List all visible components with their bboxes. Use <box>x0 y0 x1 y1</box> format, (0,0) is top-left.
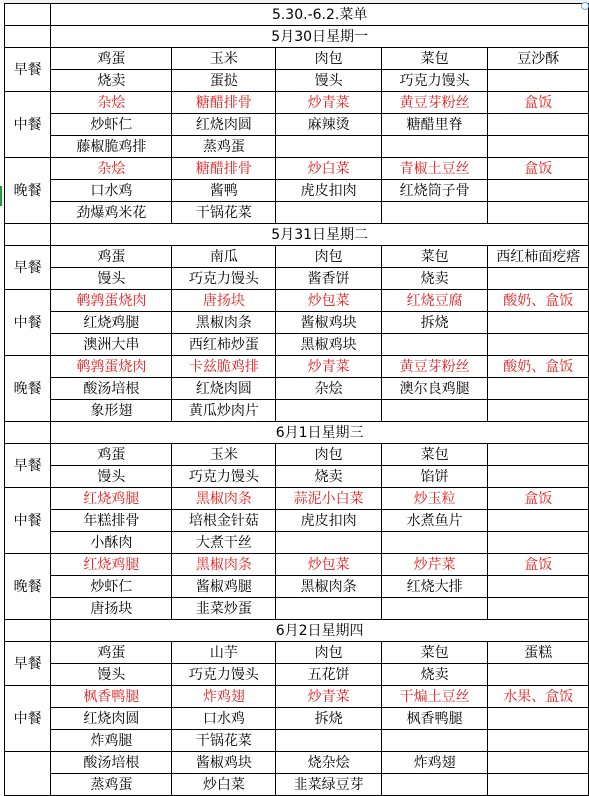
menu-table-body <box>5 4 589 796</box>
dish-cell: 馒头 <box>51 664 172 686</box>
dish-cell: 西红柿面疙瘩 <box>488 246 589 268</box>
dish-cell: 虎皮扣肉 <box>276 180 382 202</box>
dish-cell: 红烧豆腐 <box>381 290 488 312</box>
dish-cell: 炒青菜 <box>276 686 382 708</box>
dish-cell: 黑椒肉条 <box>172 312 276 334</box>
dish-cell: 酱香饼 <box>276 268 382 290</box>
dish-cell <box>488 114 589 136</box>
dish-cell <box>488 510 589 532</box>
menu-row <box>5 444 589 466</box>
menu-row <box>5 532 589 554</box>
dish-cell: 黄瓜炒肉片 <box>172 400 276 422</box>
dish-cell: 五花饼 <box>276 664 382 686</box>
dish-cell <box>488 664 589 686</box>
title-row <box>5 4 589 26</box>
dish-cell: 黑椒肉条 <box>172 488 276 510</box>
dish-cell: 炒包菜 <box>276 290 382 312</box>
dish-cell: 鸡蛋 <box>51 642 172 664</box>
dish-cell: 糖醋里脊 <box>381 114 488 136</box>
dish-cell <box>381 730 488 752</box>
dish-cell <box>488 180 589 202</box>
dish-cell: 蒜泥小白菜 <box>276 488 382 510</box>
dish-cell: 酱椒鸡腿 <box>172 576 276 598</box>
menu-row <box>5 114 589 136</box>
dish-cell <box>276 730 382 752</box>
meal-label <box>5 752 51 796</box>
day-header-spacer <box>5 26 51 48</box>
dish-cell: 韭菜绿豆芽 <box>276 774 382 796</box>
menu-table <box>4 3 589 796</box>
menu-row <box>5 576 589 598</box>
dish-cell: 玉米 <box>172 444 276 466</box>
dish-cell: 鸡蛋 <box>51 48 172 70</box>
dish-cell: 枫香鸭腿 <box>381 708 488 730</box>
dish-cell: 干锅花菜 <box>172 730 276 752</box>
dish-cell: 口水鸡 <box>172 708 276 730</box>
dish-cell <box>488 334 589 356</box>
dish-cell: 酸汤培根 <box>51 752 172 774</box>
meal-label: 早餐 <box>5 48 51 92</box>
menu-row <box>5 554 589 576</box>
dish-cell: 烧卖 <box>381 268 488 290</box>
dish-cell: 烧卖 <box>276 466 382 488</box>
resize-handle-icon[interactable] <box>581 2 589 10</box>
dish-cell: 炒包菜 <box>276 554 382 576</box>
dish-cell: 玉米 <box>172 48 276 70</box>
dish-cell: 韭菜炒蛋 <box>172 598 276 620</box>
meal-label: 早餐 <box>5 246 51 290</box>
dish-cell <box>488 136 589 158</box>
dish-cell: 酱椒鸡块 <box>276 312 382 334</box>
dish-cell: 巧克力馒头 <box>172 268 276 290</box>
menu-row <box>5 180 589 202</box>
dish-cell: 烧卖 <box>381 664 488 686</box>
menu-row <box>5 466 589 488</box>
menu-row <box>5 598 589 620</box>
dish-cell: 酸奶、盒饭 <box>488 290 589 312</box>
dish-cell <box>276 136 382 158</box>
menu-row <box>5 268 589 290</box>
menu-row <box>5 92 589 114</box>
menu-title: 5.30.-6.2.菜单 <box>51 4 589 26</box>
dish-cell: 杂烩 <box>276 378 382 400</box>
menu-row <box>5 334 589 356</box>
dish-cell: 红烧鸡腿 <box>51 312 172 334</box>
day-header-row <box>5 422 589 444</box>
menu-row <box>5 356 589 378</box>
dish-cell: 鸡蛋 <box>51 246 172 268</box>
dish-cell <box>381 532 488 554</box>
dish-cell: 口水鸡 <box>51 180 172 202</box>
dish-cell: 黑椒鸡块 <box>276 334 382 356</box>
dish-cell: 糖醋排骨 <box>172 92 276 114</box>
menu-row <box>5 48 589 70</box>
dish-cell <box>381 400 488 422</box>
menu-row <box>5 708 589 730</box>
dish-cell <box>276 532 382 554</box>
dish-cell: 水果、盒饭 <box>488 686 589 708</box>
menu-row <box>5 202 589 224</box>
dish-cell: 红烧筒子骨 <box>381 180 488 202</box>
dish-cell: 枫香鸭腿 <box>51 686 172 708</box>
dish-cell: 肉包 <box>276 642 382 664</box>
dish-cell: 烧卖 <box>51 70 172 92</box>
day-header: 5月30日星期一 <box>51 26 589 48</box>
dish-cell: 黄豆芽粉丝 <box>381 356 488 378</box>
dish-cell: 馒头 <box>51 268 172 290</box>
dish-cell: 炒白菜 <box>276 158 382 180</box>
dish-cell: 卡兹脆鸡排 <box>172 356 276 378</box>
dish-cell: 炸鸡翅 <box>381 752 488 774</box>
dish-cell: 杂烩 <box>51 158 172 180</box>
dish-cell: 蛋挞 <box>172 70 276 92</box>
day-header: 6月1日星期三 <box>51 422 589 444</box>
dish-cell: 巧克力馒头 <box>381 70 488 92</box>
day-header-row <box>5 224 589 246</box>
dish-cell: 烧杂烩 <box>276 752 382 774</box>
dish-cell: 澳洲大串 <box>51 334 172 356</box>
dish-cell: 杂烩 <box>51 92 172 114</box>
meal-label: 晚餐 <box>5 554 51 620</box>
dish-cell: 黑椒肉条 <box>276 576 382 598</box>
dish-cell: 炒白菜 <box>172 774 276 796</box>
day-header-row <box>5 26 589 48</box>
dish-cell <box>488 312 589 334</box>
dish-cell: 红烧鸡腿 <box>51 488 172 510</box>
meal-label: 中餐 <box>5 488 51 554</box>
dish-cell: 拆烧 <box>381 312 488 334</box>
meal-label: 中餐 <box>5 290 51 356</box>
dish-cell: 豆沙酥 <box>488 48 589 70</box>
dish-cell <box>488 576 589 598</box>
menu-row <box>5 246 589 268</box>
dish-cell: 澳尔良鸡腿 <box>381 378 488 400</box>
dish-cell: 培根金针菇 <box>172 510 276 532</box>
dish-cell <box>488 202 589 224</box>
dish-cell: 红烧大排 <box>381 576 488 598</box>
dish-cell: 水煮鱼片 <box>381 510 488 532</box>
day-header-spacer <box>5 224 51 246</box>
day-header: 6月2日星期四 <box>51 620 589 642</box>
dish-cell <box>488 444 589 466</box>
dish-cell: 鹌鹑蛋烧肉 <box>51 356 172 378</box>
dish-cell: 肉包 <box>276 246 382 268</box>
dish-cell: 蒸鸡蛋 <box>51 774 172 796</box>
dish-cell: 南瓜 <box>172 246 276 268</box>
dish-cell <box>488 774 589 796</box>
dish-cell <box>488 752 589 774</box>
menu-row <box>5 642 589 664</box>
dish-cell: 炸鸡翅 <box>172 686 276 708</box>
meal-label: 中餐 <box>5 686 51 752</box>
row-marker <box>0 186 2 206</box>
dish-cell: 麻辣烫 <box>276 114 382 136</box>
dish-cell: 炒青菜 <box>276 92 382 114</box>
dish-cell: 馒头 <box>276 70 382 92</box>
dish-cell: 菜包 <box>381 642 488 664</box>
dish-cell: 盒饭 <box>488 554 589 576</box>
dish-cell: 酸汤培根 <box>51 378 172 400</box>
dish-cell: 唐扬块 <box>51 598 172 620</box>
dish-cell: 象形翅 <box>51 400 172 422</box>
dish-cell: 西红柿炒蛋 <box>172 334 276 356</box>
dish-cell <box>381 598 488 620</box>
dish-cell: 年糕排骨 <box>51 510 172 532</box>
dish-cell: 酱椒鸡块 <box>172 752 276 774</box>
dish-cell: 巧克力馒头 <box>172 664 276 686</box>
dish-cell: 盒饭 <box>488 158 589 180</box>
dish-cell: 菜包 <box>381 444 488 466</box>
day-header-spacer <box>5 620 51 642</box>
menu-row <box>5 400 589 422</box>
dish-cell: 干锅花菜 <box>172 202 276 224</box>
dish-cell: 蒸鸡蛋 <box>172 136 276 158</box>
dish-cell: 菜包 <box>381 48 488 70</box>
menu-row <box>5 136 589 158</box>
day-header-spacer <box>5 422 51 444</box>
dish-cell: 炒青菜 <box>276 356 382 378</box>
dish-cell: 糖醋排骨 <box>172 158 276 180</box>
dish-cell: 红烧鸡腿 <box>51 554 172 576</box>
dish-cell: 黄豆芽粉丝 <box>381 92 488 114</box>
dish-cell <box>488 466 589 488</box>
dish-cell: 鹌鹑蛋烧肉 <box>51 290 172 312</box>
dish-cell <box>488 730 589 752</box>
meal-label: 晚餐 <box>5 356 51 422</box>
dish-cell: 酱鸭 <box>172 180 276 202</box>
menu-row <box>5 664 589 686</box>
dish-cell: 红烧肉圆 <box>172 114 276 136</box>
dish-cell: 炒玉粒 <box>381 488 488 510</box>
dish-cell: 炒芹菜 <box>381 554 488 576</box>
meal-label: 晚餐 <box>5 158 51 224</box>
dish-cell: 馅饼 <box>381 466 488 488</box>
dish-cell: 鸡蛋 <box>51 444 172 466</box>
dish-cell: 炒虾仁 <box>51 576 172 598</box>
dish-cell <box>488 532 589 554</box>
menu-row <box>5 70 589 92</box>
corner-cell <box>5 4 51 26</box>
meal-label: 早餐 <box>5 444 51 488</box>
day-header-row <box>5 620 589 642</box>
dish-cell: 红烧肉圆 <box>51 708 172 730</box>
dish-cell <box>488 708 589 730</box>
dish-cell: 唐扬块 <box>172 290 276 312</box>
dish-cell <box>276 202 382 224</box>
dish-cell: 藤椒脆鸡排 <box>51 136 172 158</box>
menu-row <box>5 290 589 312</box>
dish-cell: 酸奶、盒饭 <box>488 356 589 378</box>
dish-cell: 虎皮扣肉 <box>276 510 382 532</box>
dish-cell <box>488 70 589 92</box>
dish-cell: 蛋糕 <box>488 642 589 664</box>
dish-cell: 劲爆鸡米花 <box>51 202 172 224</box>
dish-cell: 盒饭 <box>488 488 589 510</box>
meal-label: 中餐 <box>5 92 51 158</box>
dish-cell <box>381 334 488 356</box>
dish-cell: 肉包 <box>276 48 382 70</box>
dish-cell <box>488 268 589 290</box>
dish-cell: 盒饭 <box>488 92 589 114</box>
menu-row <box>5 312 589 334</box>
dish-cell <box>276 400 382 422</box>
menu-row <box>5 378 589 400</box>
menu-row <box>5 752 589 774</box>
meal-label: 早餐 <box>5 642 51 686</box>
dish-cell: 干煸土豆丝 <box>381 686 488 708</box>
dish-cell: 山芋 <box>172 642 276 664</box>
dish-cell <box>488 378 589 400</box>
dish-cell: 拆烧 <box>276 708 382 730</box>
dish-cell: 青椒土豆丝 <box>381 158 488 180</box>
dish-cell: 小酥肉 <box>51 532 172 554</box>
dish-cell <box>381 136 488 158</box>
dish-cell: 馒头 <box>51 466 172 488</box>
menu-row <box>5 774 589 796</box>
menu-row <box>5 510 589 532</box>
menu-row <box>5 686 589 708</box>
menu-row <box>5 730 589 752</box>
dish-cell: 菜包 <box>381 246 488 268</box>
dish-cell <box>381 774 488 796</box>
dish-cell <box>381 202 488 224</box>
dish-cell: 大煮干丝 <box>172 532 276 554</box>
dish-cell: 巧克力馒头 <box>172 466 276 488</box>
dish-cell <box>488 400 589 422</box>
dish-cell <box>276 598 382 620</box>
dish-cell: 红烧肉圆 <box>172 378 276 400</box>
dish-cell: 炸鸡腿 <box>51 730 172 752</box>
dish-cell: 黑椒肉条 <box>172 554 276 576</box>
dish-cell: 肉包 <box>276 444 382 466</box>
menu-row <box>5 488 589 510</box>
dish-cell <box>488 598 589 620</box>
dish-cell: 炒虾仁 <box>51 114 172 136</box>
menu-row <box>5 158 589 180</box>
day-header: 5月31日星期二 <box>51 224 589 246</box>
